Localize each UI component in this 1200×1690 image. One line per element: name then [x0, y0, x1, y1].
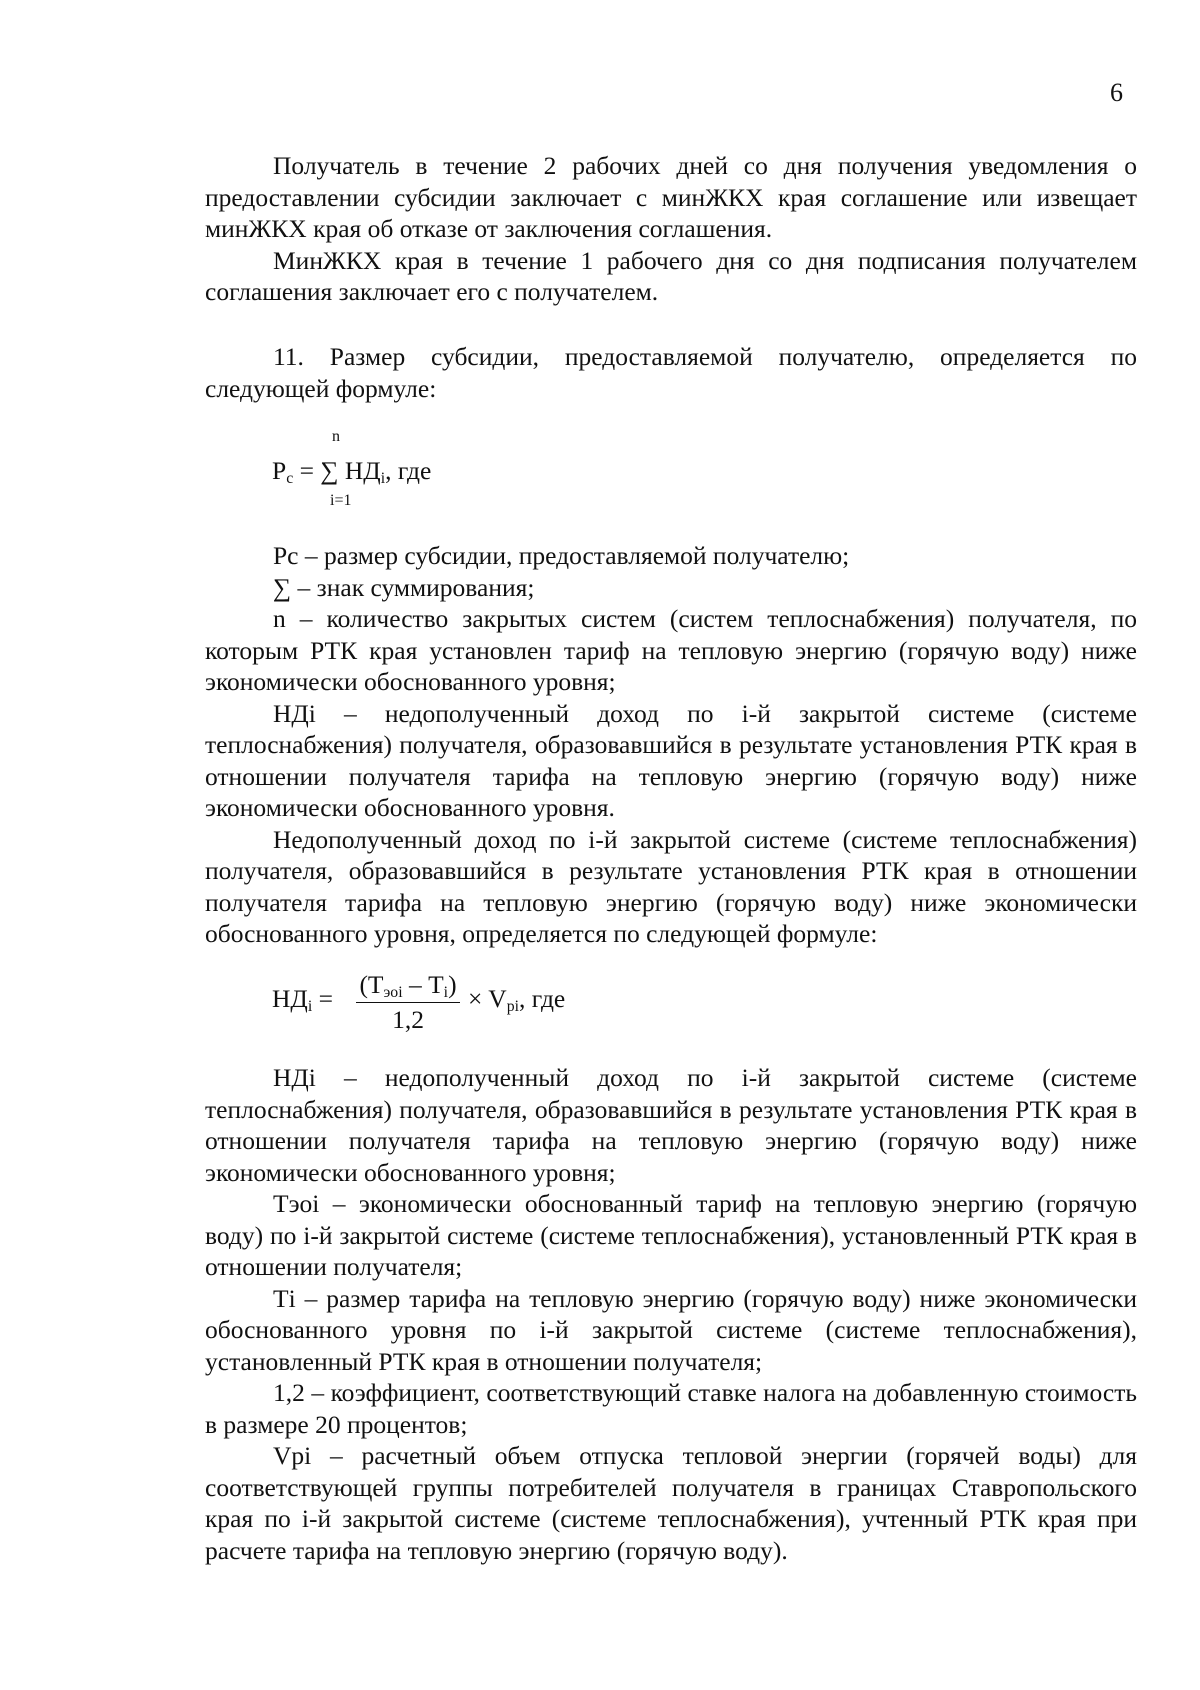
paragraph: 1,2 – коэффициент, соответствующий ставке налога на добавленную стоимость в размере 20 процентов;	[205, 1378, 1137, 1439]
paragraph-block-agreement	[205, 150, 1137, 308]
paragraph: 11. Размер субсидии, предоставляемой получателю, определяется по следующей формуле:	[205, 342, 1137, 403]
paragraph: n – количество закрытых систем (систем теплоснабжения) получателя, по которым РТК края установлен тариф на тепловую энергию (горячую воду) ниже экономически обоснованного уровня;	[205, 604, 1137, 696]
sum-upper-limit: n	[332, 428, 340, 445]
formula-lost-income	[272, 970, 632, 1034]
page-number: 6	[1110, 78, 1123, 107]
rhs-text: × V	[468, 984, 507, 1013]
formula-tail: , где	[385, 456, 432, 485]
numerator-part: – Т	[402, 970, 444, 999]
paragraph: Рс – размер субсидии, предоставляемой получателю;	[273, 541, 850, 570]
formula-subsidy-sum	[272, 428, 512, 510]
fraction-numerator	[356, 970, 460, 1003]
paragraph: НДi – недополученный доход по i-й закрытой системе (системе теплоснабжения) получателя, образовавшийся в результате установления РТК края в отношении получателя тарифа на тепловую энергию (горячую воду) ниже экономически обоснованного уровня.	[205, 698, 1137, 822]
paragraph: НДi – недополученный доход по i-й закрытой системе (системе теплоснабжения) получателя, образовавшийся в результате установления РТК края в отношении получателя тарифа на тепловую энергию (горячую воду) ниже экономически обоснованного уровня;	[205, 1063, 1137, 1187]
paragraph: МинЖКХ края в течение 1 рабочего дня со дня подписания получателем соглашения заключает его с получателем.	[205, 245, 1137, 306]
formula-term-subscript: i	[380, 469, 386, 487]
formula-main-line	[272, 456, 431, 486]
formula-lhs: Р	[272, 456, 287, 485]
paragraph: Тэоi – экономически обоснованный тариф на тепловую энергию (горячую воду) по i-й закрытой системе (системе теплоснабжения), установленный РТК края в отношении получателя;	[205, 1189, 1137, 1281]
formula-lhs-subscript: с	[286, 469, 294, 487]
numerator-part: (Т	[359, 970, 384, 999]
rhs-tail: , где	[519, 984, 566, 1013]
formula-lhs-subscript: i	[307, 997, 313, 1015]
paragraph: Получатель в течение 2 рабочих дней со дня получения уведомления о предоставлении субсидии заключает с минЖКХ края соглашение или извещает минЖКХ края об отказе от заключения соглашения.	[205, 151, 1137, 243]
numerator-part: )	[448, 970, 457, 999]
paragraph-block-definitions	[205, 540, 1137, 950]
paragraph-block-subsidy-size	[205, 341, 1137, 404]
paragraph-block-variables	[205, 1062, 1137, 1566]
numerator-subscript: i	[443, 983, 449, 1001]
fraction-denominator: 1,2	[392, 1005, 424, 1034]
formula-fraction	[356, 970, 460, 1035]
formula-operator: = ∑ НД	[293, 456, 381, 485]
paragraph: Недополученный доход по i-й закрытой системе (системе теплоснабжения) получателя, образовавшийся в результате установления РТК края в отношении получателя тарифа на тепловую энергию (горячую воду) ниже экономически обоснованного уровня, определяется по следующей формуле:	[205, 824, 1137, 948]
rhs-subscript: pi	[506, 997, 520, 1015]
formula-lhs-text: НД	[272, 984, 308, 1013]
formula-lhs	[272, 984, 333, 1014]
paragraph: Vpi – расчетный объем отпуска тепловой энергии (горячей воды) для соответствующей группы потребителей получателя в границах Ставропольского края по i-й закрытой системе (системе теплоснабжения), учтенный РТК края при расчете тарифа на тепловую энергию (горячую воду).	[205, 1441, 1137, 1565]
numerator-subscript: эoi	[383, 983, 403, 1001]
formula-equals: =	[312, 984, 333, 1013]
formula-rhs	[468, 984, 565, 1014]
paragraph: Тi – размер тарифа на тепловую энергию (горячую воду) ниже экономически обоснованного уровня по i-й закрытой системе (системе теплоснабжения), установленный РТК края в отношении получателя;	[205, 1283, 1137, 1376]
paragraph: ∑ – знак суммирования;	[273, 572, 535, 602]
sum-lower-limit: i=1	[330, 492, 352, 509]
